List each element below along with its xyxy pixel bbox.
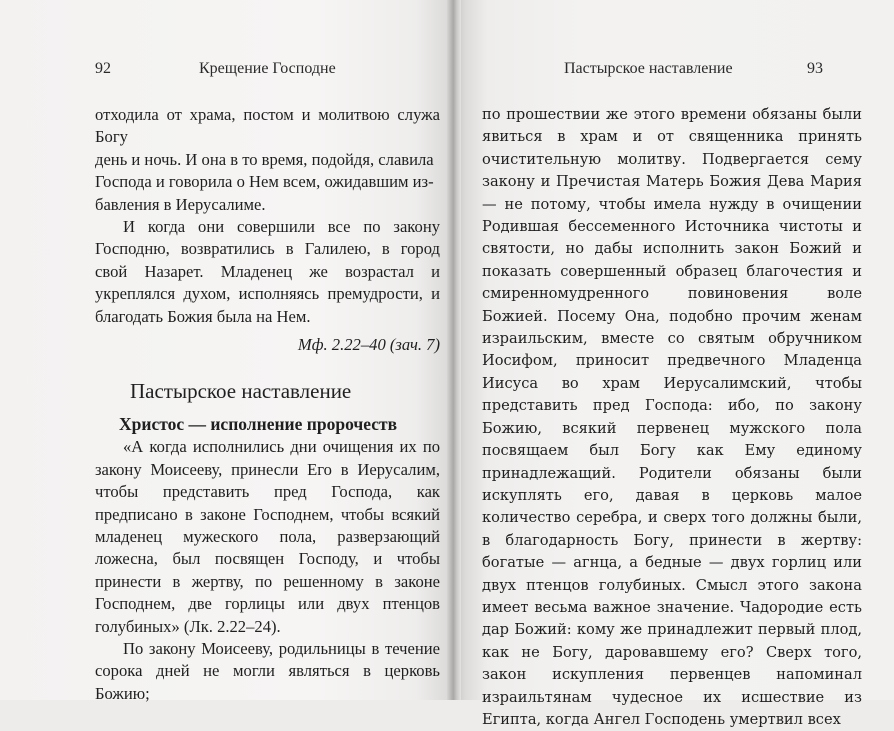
- last-paragraph: По закону Моисееву, родильницы в течение сорока дней не могли являться в церковь Божию;: [95, 638, 440, 703]
- subsection-title: Христос — исполнение пророчеств: [119, 413, 398, 434]
- continuation-line-1: отходила от храма, постом и молитвою служа Богу: [95, 105, 440, 147]
- right-running-head: Пастырское наставление: [564, 60, 733, 77]
- left-page: [0, 0, 452, 703]
- gospel-paragraph: И когда они совершили все по закону Господню, возвратились в Галилею, в город свой Назарет. Младенец же возрастал и укреплялся духом, исполняясь премудрости, и благодать Божия была на Нем.: [95, 217, 440, 326]
- left-page-number: 92: [95, 60, 111, 77]
- quote-paragraph: «А когда исполнились дни очищения их по закону Моисееву, принесли Его в Иерусалим, чтобы представить пред Господа, как предписано в законе Господнем, чтобы всякий младенец мужеского пола, разверзающий ложесна, был посвящен Господу, и чтобы принести в жертву, по решенному в законе Господнем, две горлицы или двух птенцов голубиных» (Лк. 2.22–24).: [95, 437, 440, 636]
- continuation-line-4: бавления в Иерусалиме.: [95, 194, 266, 214]
- book-gutter: [447, 0, 461, 700]
- left-running-head: Крещение Господне: [199, 60, 336, 77]
- continuation-line-2: день и ночь. И она в то время, подойдя, славила: [95, 149, 434, 169]
- scripture-citation: Мф. 2.22–40 (зач. 7): [297, 335, 440, 355]
- right-page-number: 93: [807, 60, 823, 77]
- right-page: [452, 0, 894, 728]
- right-body-paragraph: по прошествии же этого времени обязаны были явиться в храм и от священника принять очистительную молитву. Подвергается сему закону и Пречистая Матерь Божия Дева Мария — не потому, чтобы имела нужду в очищении Родившая бессеменного Источника чистоты и святости, но дабы исполнить закон Божий и показать совершенный образец благочестия и смиренномудренного повиновения воле Божией. Посему Она, подобно прочим женам израильским, вместе со святым обручником Иосифом, приносит предвечного Младенца Иисуса во храм Иерусалимский, чтобы представить пред Господа: ибо, по закону Божию, всякий первенец мужского пола посвящаем был Богу как Ему единому принадлежащий. Родители обязаны были искуплять его, давая в церковь малое количество серебра, и сверх того должны были, в благодарность Богу, принести в жертву: богатые — агнца, а бедные — двух горлиц или двух птенцов голубиных. Смысл этого закона имеет весьма важное значение. Чадородие есть дар Божий: кому же принадлежит первый плод, как не Богу, даровавшему его? Сверх того, закон искупления первенцев напоминал израильтянам чудесное их исшествие из Египта, когда Ангел Господень умертвил всех: [482, 106, 862, 728]
- continuation-line-3: Господа и говорила о Нем всем, ожидавшим из-: [95, 172, 434, 192]
- right-text-block: [482, 104, 862, 731]
- section-title: Пастырское наставление: [130, 379, 352, 404]
- left-text-block: [95, 104, 440, 705]
